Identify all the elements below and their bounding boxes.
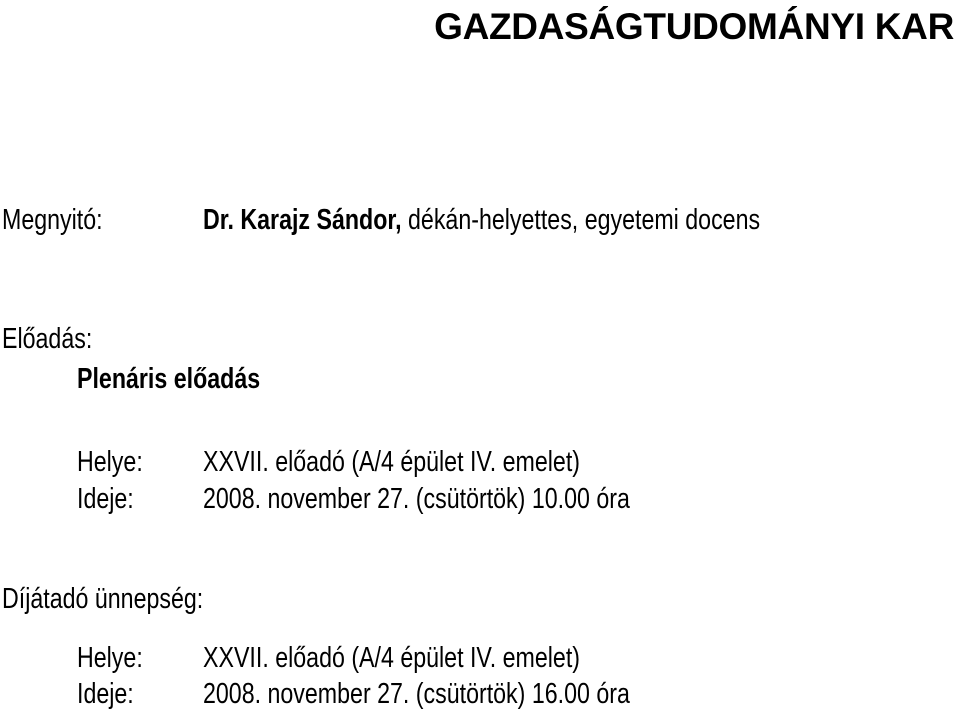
ceremony-time-label-text: Ideje: (77, 678, 134, 710)
ceremony-place-value-text: XXVII. előadó (A/4 épület IV. emelet) (203, 642, 581, 674)
speaker-role: dékán-helyettes, egyetemi docens (401, 204, 761, 236)
ceremony-time-label (77, 680, 148, 709)
ceremony-place-label-text: Helye: (77, 642, 143, 674)
lecture-title-text: Plenáris előadás (77, 363, 261, 395)
ceremony-time-value-text: 2008. november 27. (csütörtök) 16.00 óra (203, 678, 630, 710)
speaker-name: Dr. Karajz Sándor, (203, 204, 402, 236)
opening-speaker-text (203, 206, 760, 235)
lecture-time-value-text: 2008. november 27. (csütörtök) 10.00 óra (203, 483, 630, 515)
opening-label-text: Megnyitó: (2, 204, 103, 236)
ceremony-time-value (203, 680, 737, 709)
lecture-time-label (77, 485, 148, 514)
faculty-title: GAZDASÁGTUDOMÁNYI KAR (434, 6, 954, 47)
opening-label (2, 206, 128, 235)
ceremony-place-value (203, 644, 674, 673)
lecture-section-label-text: Előadás: (2, 323, 93, 355)
lecture-title (77, 365, 306, 394)
lecture-time-label-text: Ideje: (77, 483, 134, 515)
lecture-section-label (2, 325, 115, 354)
lecture-time-value (203, 485, 737, 514)
ceremony-section-label (2, 585, 254, 614)
lecture-place-value-text: XXVII. előadó (A/4 épület IV. emelet) (203, 446, 581, 478)
opening-speaker (203, 206, 899, 235)
lecture-place-label-text: Helye: (77, 446, 143, 478)
ceremony-place-label (77, 644, 159, 673)
lecture-place-label (77, 448, 159, 477)
lecture-place-value (203, 448, 674, 477)
ceremony-section-label-text: Díjátadó ünnepség: (2, 583, 204, 615)
